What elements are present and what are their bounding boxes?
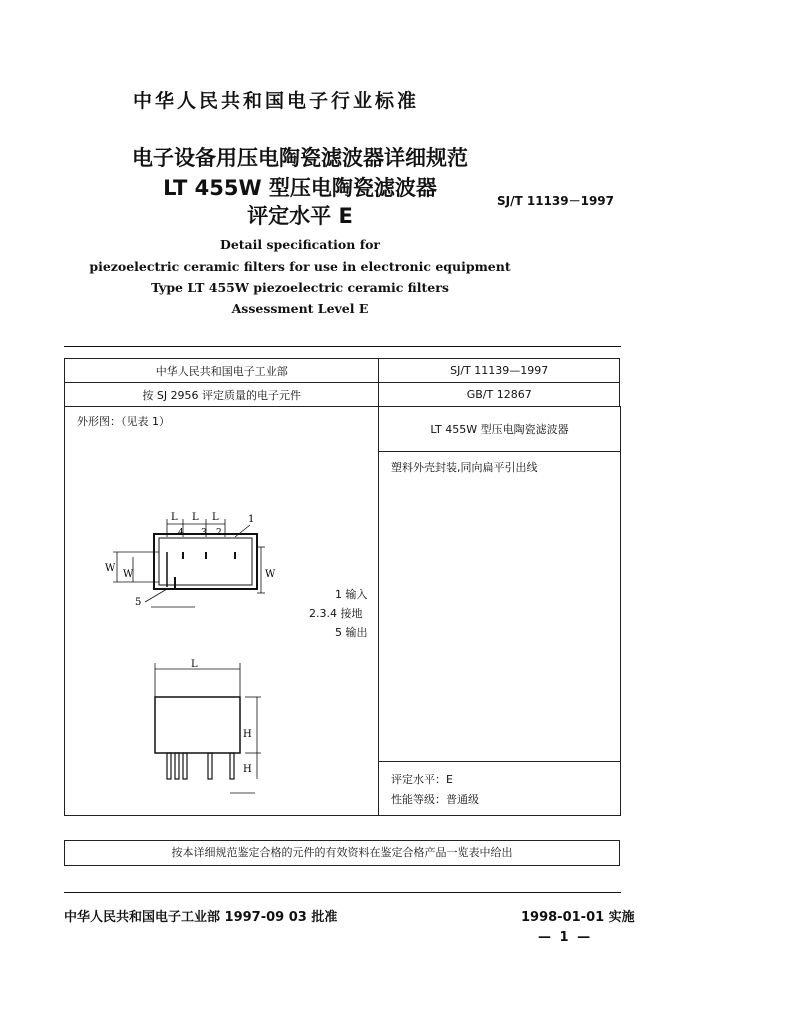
title-zh-line-1: 电子设备用压电陶瓷滤波器详细规范 xyxy=(132,146,468,170)
title-en-line-2: piezoelectric ceramic filters for use in electronic equipment xyxy=(89,259,511,274)
package-desc: 塑料外壳封装,同向扁平引出线 xyxy=(391,461,538,474)
standard-org-heading: 中华人民共和国电子行业标准 xyxy=(133,90,420,112)
title-zh-line-3: 评定水平 E xyxy=(247,204,353,228)
package-desc-cell xyxy=(379,451,621,762)
dim-h1: H xyxy=(243,764,252,775)
outline-label: 外形图：（见表 1） xyxy=(77,415,170,428)
dim-hmax: H xyxy=(243,729,252,740)
page-number: — 1 — xyxy=(538,930,593,945)
component-name-cell: LT 455W 型压电陶瓷滤波器 xyxy=(379,406,621,452)
generic-spec-cell: GB/T 12867 xyxy=(379,383,620,407)
standard-number: SJ/T 11139－1997 xyxy=(497,194,615,208)
dim-lmax: L xyxy=(191,659,198,670)
org-cell: 中华人民共和国电子工业部 xyxy=(65,359,379,383)
table-bottom-rule xyxy=(64,815,620,816)
qualification-note: 按本详细规范鉴定合格的元件的有效资料在鉴定合格产品一览表中给出 xyxy=(64,840,620,866)
title-en-line-1: Detail specification for xyxy=(219,237,380,252)
dim-wmax: W xyxy=(265,569,276,580)
quality-basis-cell: 按 SJ 2956 评定质量的电子元件 xyxy=(65,383,379,407)
approval-date: 中华人民共和国电子工业部 1997-09 03 批准 xyxy=(64,910,338,925)
std-number-cell: SJ/T 11139—1997 xyxy=(379,359,620,383)
title-en-line-3: Type LT 455W piezoelectric ceramic filters xyxy=(151,280,449,295)
footer-rule xyxy=(64,892,621,893)
assessment-level: 评定水平：E xyxy=(391,773,453,786)
dim-l2: L xyxy=(171,512,178,523)
lead-num-3: 3 xyxy=(201,528,207,538)
pin-1-label: 1 输入 xyxy=(335,588,368,601)
effective-date: 1998-01-01 实施 xyxy=(521,910,635,925)
title-en-line-4: Assessment Level E xyxy=(231,301,369,316)
lead-label-5: 5 xyxy=(135,597,142,608)
level-cell xyxy=(379,761,621,816)
lead-num-2: 2 xyxy=(216,528,222,538)
dim-w1: W xyxy=(105,563,116,574)
title-zh-line-2: LT 455W 型压电陶瓷滤波器 xyxy=(163,176,437,200)
top-rule xyxy=(64,346,621,347)
pin-234-label: 2.3.4 接地 xyxy=(309,607,363,620)
dim-l3: L xyxy=(192,512,199,523)
performance-grade: 性能等级：普通级 xyxy=(391,793,479,806)
pin-5-label: 5 输出 xyxy=(335,626,368,639)
dim-w2: W xyxy=(123,569,134,580)
lead-num-4: 4 xyxy=(178,528,184,538)
lead-label-1: 1 xyxy=(248,514,255,525)
dim-l4: L xyxy=(212,512,219,523)
outline-drawing-cell xyxy=(65,407,379,816)
